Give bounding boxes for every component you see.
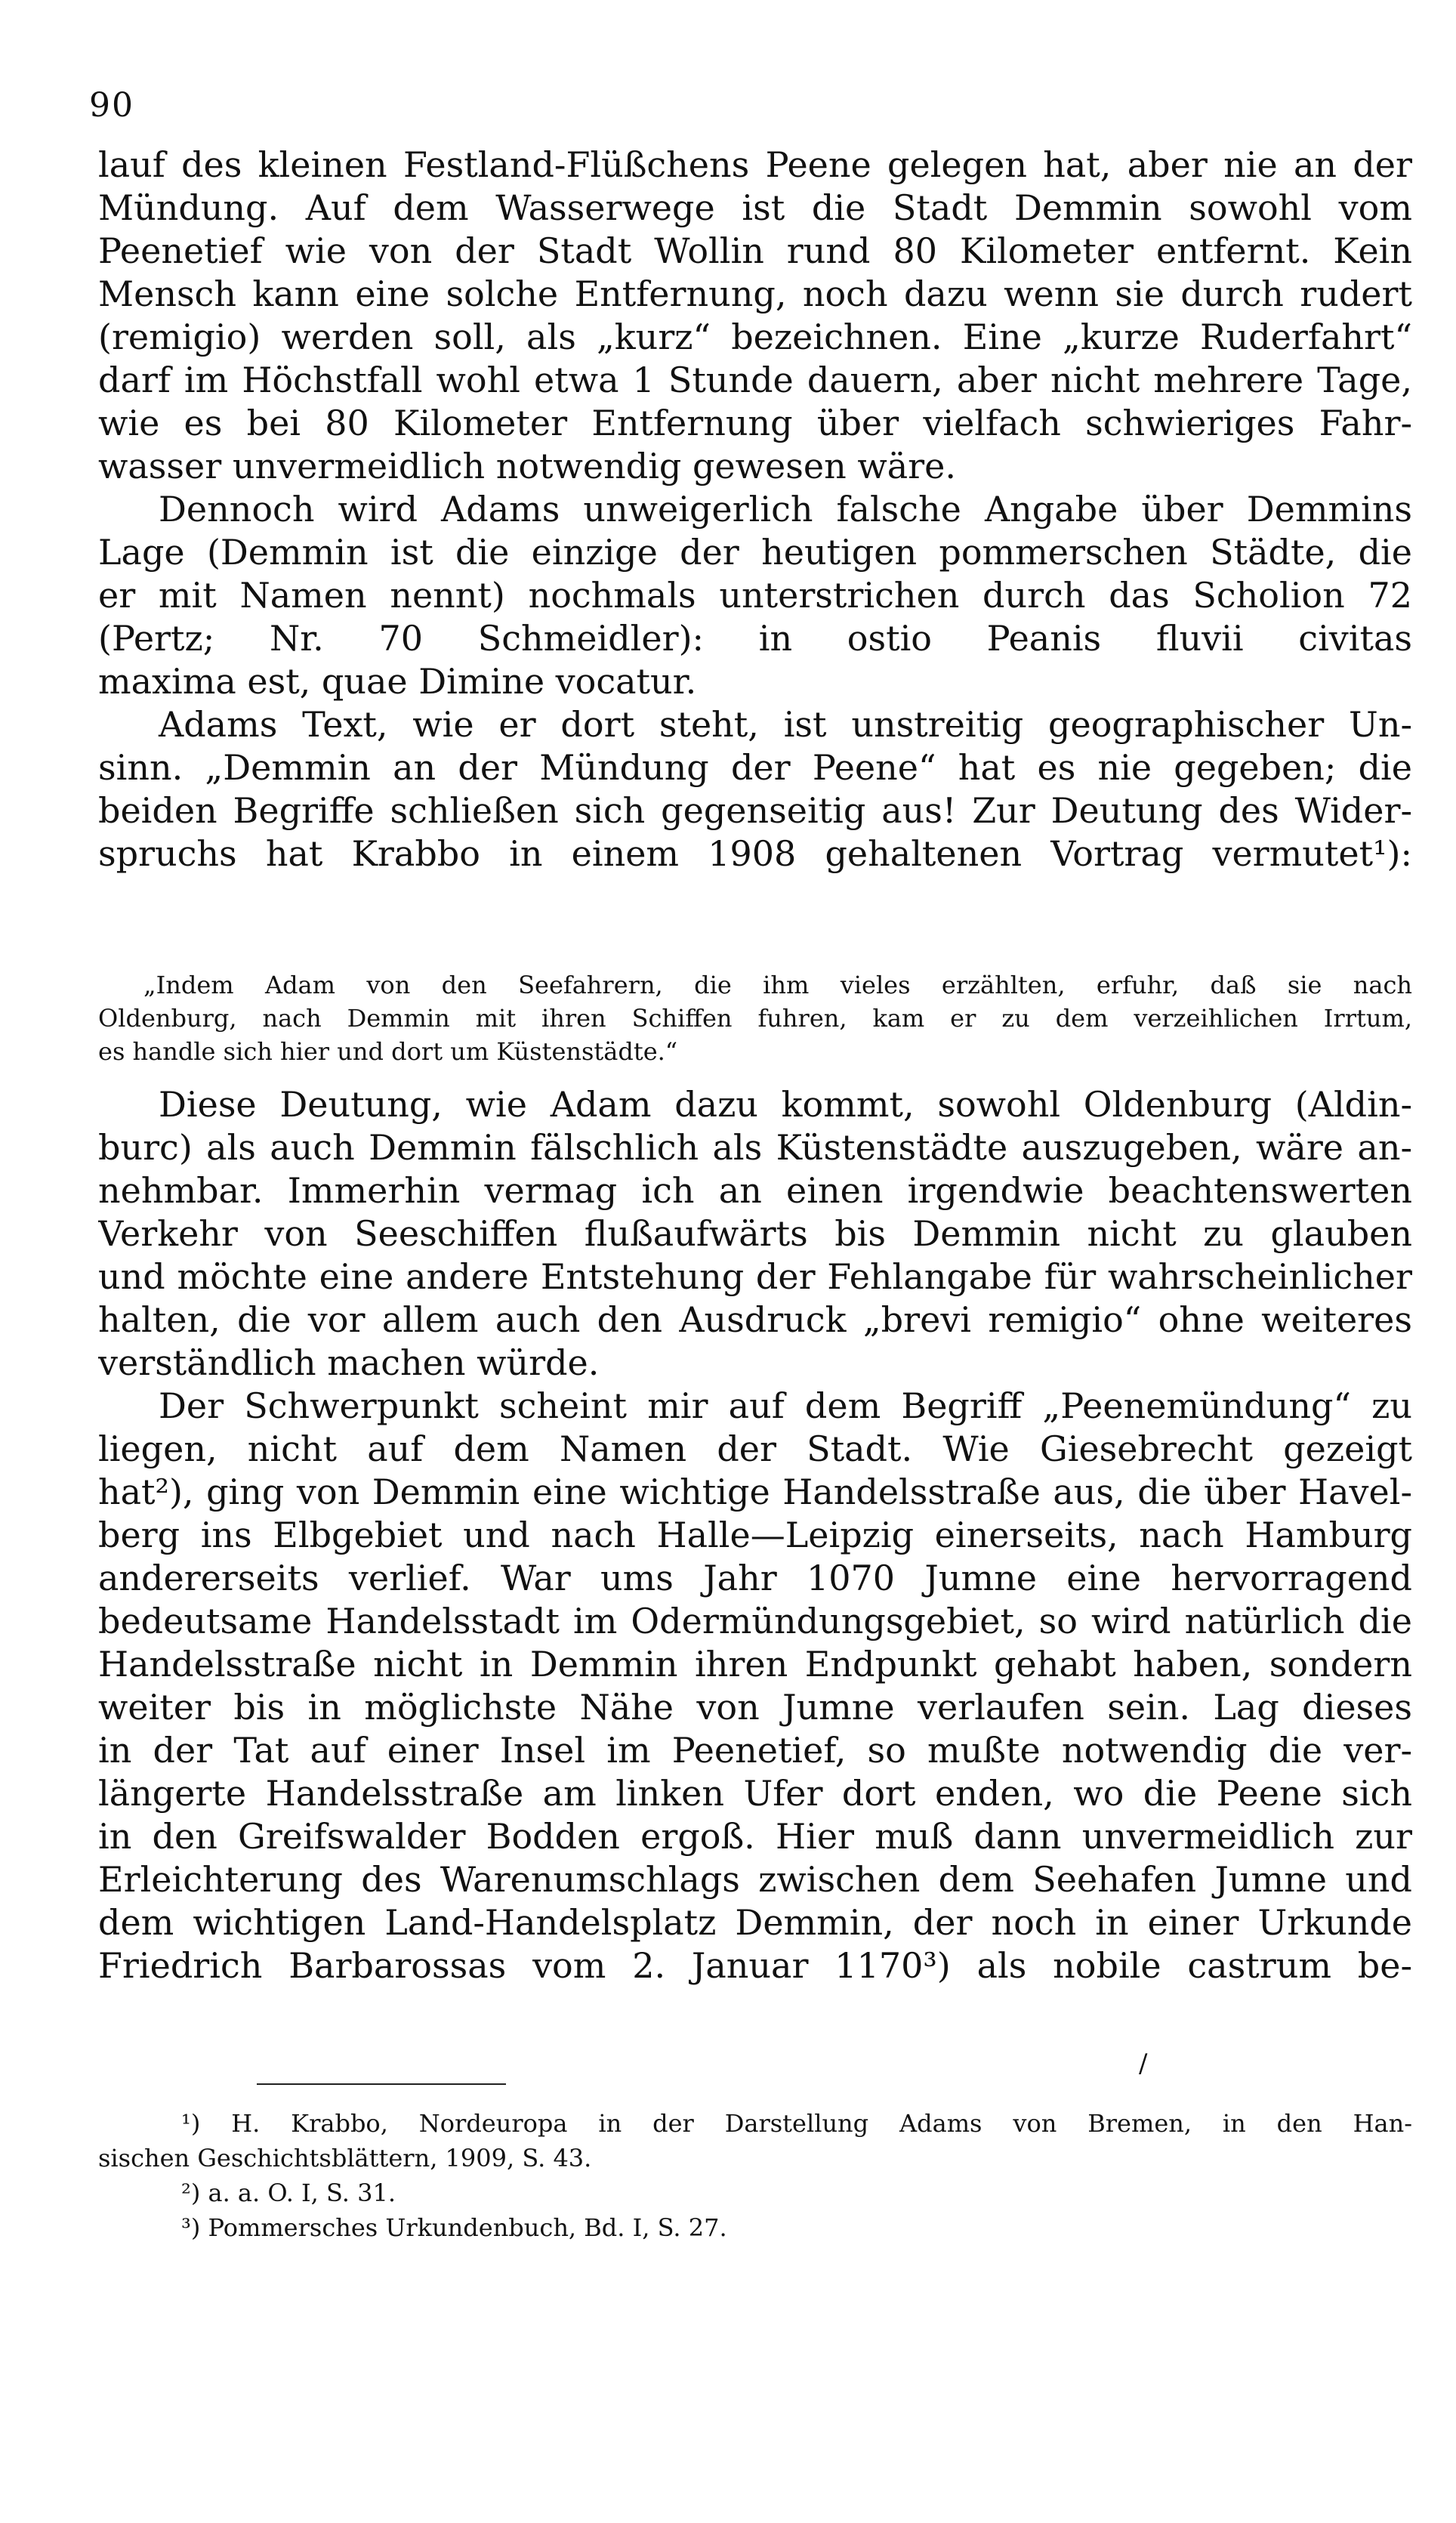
text-line: er mit Namen nennt) nochmals unterstrichen durch das Scholion 72 [98,575,1412,616]
text-line: Peenetief wie von der Stadt Wollin rund 80 Kilometer entfernt. Kein [98,230,1412,271]
block-quote [98,968,1412,1068]
paragraph [98,1385,1412,1987]
text-line: berg ins Elbgebiet und nach Halle—Leipzig einerseits, nach Hamburg [98,1515,1412,1555]
footnote-line: sischen Geschichtsblättern, 1909, S. 43. [98,2144,592,2172]
text-line: burc) als auch Demmin fälschlich als Küstenstädte auszugeben, wäre an- [98,1127,1412,1168]
text-line: in der Tat auf einer Insel im Peenetief, so mußte notwendig die ver- [98,1730,1412,1771]
quote-line: es handle sich hier und dort um Küstenstädte.“ [98,1037,678,1066]
text-line: (Pertz; Nr. 70 Schmeidler): in ostio Peanis fluvii civitas [98,618,1412,659]
text-line: dem wichtigen Land-Handelsplatz Demmin, der noch in einer Urkunde [98,1902,1412,1943]
text-line: Dennoch wird Adams unweigerlich falsche Angabe über Demmins [159,489,1412,530]
stray-mark: / [1139,2049,1148,2079]
paragraph [98,144,1412,488]
paragraph [98,488,1412,703]
text-line: Verkehr von Seeschiffen flußaufwärts bis Demmin nicht zu glauben [98,1213,1412,1254]
footnote-rule [257,2083,506,2085]
text-line: wasser unvermeidlich notwendig gewesen wäre. [98,446,956,486]
paragraph [98,1083,1412,1385]
text-line: (remigio) werden soll, als „kurz“ bezeichnen. Eine „kurze Ruderfahrt“ [98,317,1412,357]
text-line: Der Schwerpunkt scheint mir auf dem Begriff „Peenemündung“ zu [159,1385,1412,1426]
text-line: längerte Handelsstraße am linken Ufer dort enden, wo die Peene sich [98,1773,1412,1814]
footnote-line: ²) a. a. O. I, S. 31. [181,2179,396,2207]
quote-line: „Indem Adam von den Seefahrern, die ihm vieles erzählten, erfuhr, daß sie nach [143,971,1412,999]
text-line: spruchs hat Krabbo in einem 1908 gehaltenen Vortrag vermutet¹): [98,833,1412,874]
text-line: sinn. „Demmin an der Mündung der Peene“ hat es nie gegeben; die [98,747,1412,788]
text-line: hat²), ging von Demmin eine wichtige Handelsstraße aus, die über Havel- [98,1471,1412,1512]
text-line: Handelsstraße nicht in Demmin ihren Endpunkt gehabt haben, sondern [98,1644,1412,1685]
footnotes [98,2106,1412,2245]
text-line: andererseits verlief. War ums Jahr 1070 Jumne eine hervorragend [98,1558,1412,1598]
footnote-line: ³) Pommersches Urkundenbuch, Bd. I, S. 27. [181,2213,727,2242]
text-line: maxima est, quae Dimine vocatur. [98,661,697,702]
text-line: Mensch kann eine solche Entfernung, noch dazu wenn sie durch rudert [98,273,1412,314]
body-text [98,144,1412,875]
text-line: beiden Begriffe schließen sich gegenseitig aus! Zur Deutung des Wider- [98,790,1412,831]
text-line: darf im Höchstfall wohl etwa 1 Stunde dauern, aber nicht mehrere Tage, [98,360,1412,400]
page-number: 90 [89,86,134,125]
text-line: liegen, nicht auf dem Namen der Stadt. Wie Giesebrecht gezeigt [98,1428,1412,1469]
text-line: und möchte eine andere Entstehung der Fehlangabe für wahrscheinlicher [98,1256,1412,1297]
text-line: nehmbar. Immerhin vermag ich an einen irgendwie beachtenswerten [98,1170,1412,1211]
text-line: Erleichterung des Warenumschlags zwischen dem Seehafen Jumne und [98,1859,1412,1900]
text-line: in den Greifswalder Bodden ergoß. Hier muß dann unvermeidlich zur [98,1816,1412,1857]
text-line: wie es bei 80 Kilometer Entfernung über vielfach schwieriges Fahr- [98,403,1412,443]
text-line: weiter bis in möglichste Nähe von Jumne verlaufen sein. Lag dieses [98,1687,1412,1728]
body-text-continued [98,1083,1412,1987]
text-line: Adams Text, wie er dort steht, ist unstreitig geographischer Un- [159,704,1412,745]
text-line: verständlich machen würde. [98,1342,600,1383]
text-line: Lage (Demmin ist die einzige der heutigen pommerschen Städte, die [98,532,1412,573]
text-line: bedeutsame Handelsstadt im Odermündungsgebiet, so wird natürlich die [98,1601,1412,1641]
text-line: Friedrich Barbarossas vom 2. Januar 1170³) als nobile castrum be- [98,1945,1412,1986]
paragraph [98,703,1412,875]
quote-line: Oldenburg, nach Demmin mit ihren Schiffen fuhren, kam er zu dem verzeihlichen Irrtum, [98,1004,1412,1033]
text-line: lauf des kleinen Festland-Flüßchens Peene gelegen hat, aber nie an der [98,144,1412,185]
text-line: Mündung. Auf dem Wasserwege ist die Stadt Demmin sowohl vom [98,187,1412,228]
footnote-line: ¹) H. Krabbo, Nordeuropa in der Darstellung Adams von Bremen, in den Han- [181,2109,1412,2138]
text-line: halten, die vor allem auch den Ausdruck „brevi remigio“ ohne weiteres [98,1299,1412,1340]
text-line: Diese Deutung, wie Adam dazu kommt, sowohl Oldenburg (Aldin- [159,1084,1412,1125]
